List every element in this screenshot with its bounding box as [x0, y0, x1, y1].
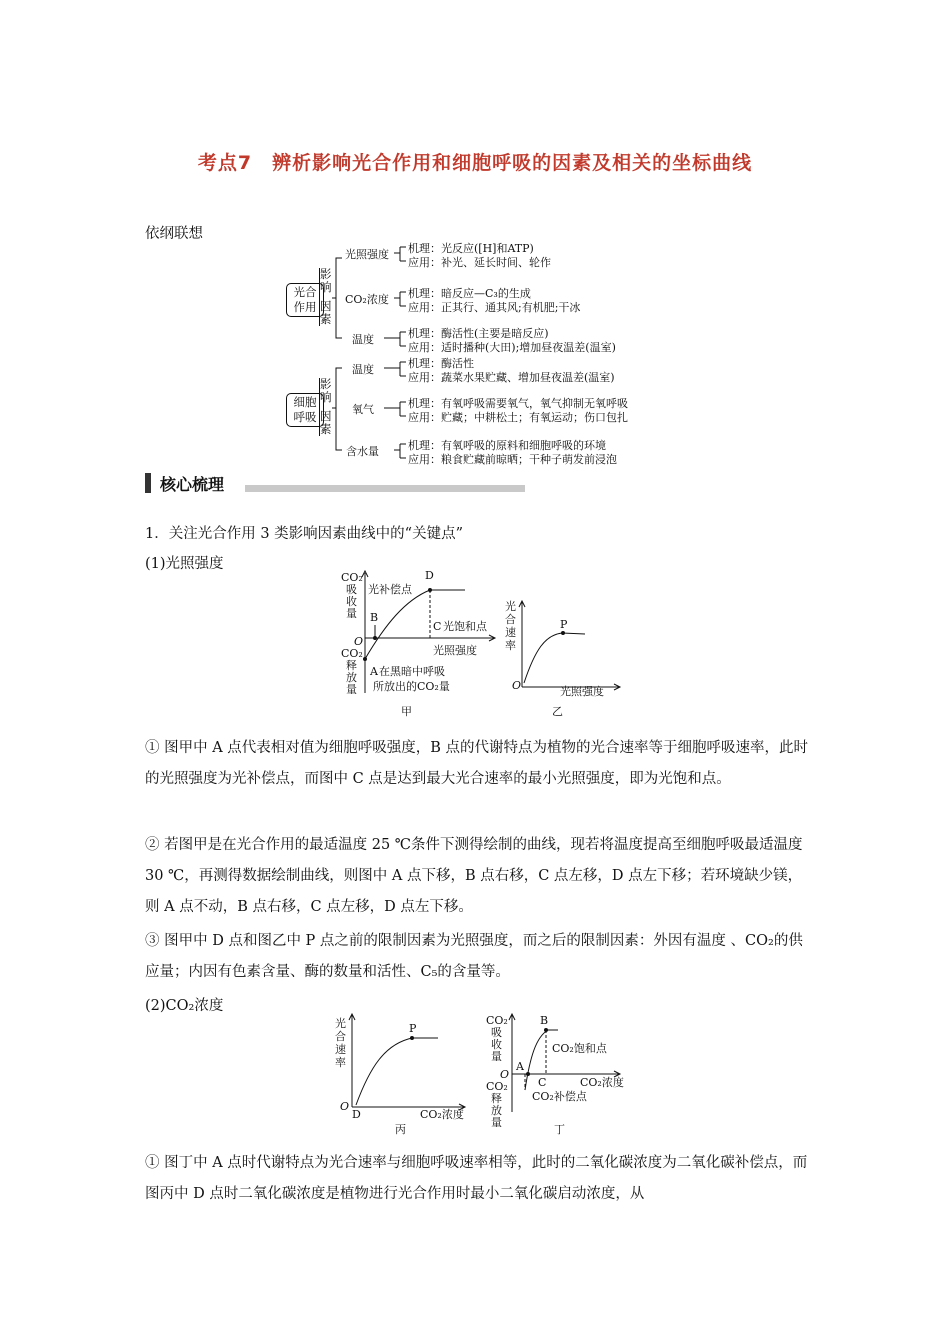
point-c-label: C — [433, 620, 442, 633]
point-d-label: D — [352, 1108, 361, 1121]
point-d-label: D — [425, 569, 434, 582]
factor-name: CO₂浓度 — [345, 293, 389, 306]
y-bottom-label: CO₂ — [341, 647, 363, 660]
y-label: 合 — [335, 1030, 346, 1043]
y-label: 速 — [505, 626, 516, 639]
influence-char: 响 — [320, 280, 332, 294]
paragraph-3: ③ 图甲中 D 点和图乙中 P 点之前的限制因素为光照强度，而之后的限制因素：外因有温度 、CO₂的供应量；内因有色素含量、酶的数量和活性、C₅的含量等。 — [145, 933, 803, 980]
y-label: 合 — [505, 613, 516, 626]
y-label: 率 — [335, 1056, 346, 1069]
caption-ding: 丁 — [554, 1123, 565, 1136]
point-a — [363, 657, 367, 661]
x-label: CO₂浓度 — [580, 1076, 624, 1089]
factor-name: 光照强度 — [345, 248, 389, 261]
annot-saturation: CO₂饱和点 — [552, 1042, 607, 1055]
influence-char: 影 — [320, 377, 332, 391]
influence-char: 素 — [320, 312, 332, 326]
point-p — [410, 1036, 414, 1040]
y-label: 光 — [335, 1017, 346, 1030]
section-marker — [145, 473, 151, 493]
x-label: 光照强度 — [433, 644, 477, 657]
graph-yi — [500, 595, 625, 720]
influence-char: 因 — [320, 409, 332, 423]
point-p-label: P — [560, 618, 568, 631]
root-line: 光合 — [293, 285, 317, 299]
paragraph-1: ① 图甲中 A 点代表相对值为细胞呼吸强度，B 点的代谢特点为植物的光合速率等于细胞呼吸速率，此时的光照强度为光补偿点，而图中 C 点是达到最大光合速率的最小光照强度，即为光饱和点。 — [145, 740, 809, 787]
graph-ding — [480, 1012, 630, 1137]
origin-label: O — [512, 679, 522, 692]
factor-name: 温度 — [352, 333, 374, 346]
factor-name: 氧气 — [352, 403, 374, 416]
factor-mechanism: 机理：酶活性 — [408, 357, 474, 370]
root-line: 细胞 — [293, 395, 317, 409]
point-b-label: B — [370, 611, 379, 624]
factor-application: 应用：补光、延长时间、轮作 — [408, 256, 551, 269]
annot-compensation: CO₂补偿点 — [532, 1090, 587, 1103]
y-bottom-label: 放 — [491, 1104, 502, 1117]
factor-mechanism: 机理：酶活性(主要是暗反应) — [408, 327, 549, 340]
y-label: 率 — [505, 639, 516, 652]
y-bottom-label: 释 — [491, 1092, 502, 1105]
y-top-label: CO₂ — [486, 1014, 508, 1027]
y-top-label: 量 — [346, 607, 357, 620]
point-c-label: C — [538, 1076, 547, 1089]
influence-char: 影 — [320, 267, 332, 281]
y-bottom-label: 放 — [346, 671, 357, 684]
root-line: 作用 — [293, 300, 317, 314]
y-top-label: 收 — [491, 1038, 502, 1051]
concept-map — [280, 240, 680, 470]
annot-a2: 所放出的CO₂量 — [373, 680, 450, 693]
factor-name: 含水量 — [346, 445, 379, 458]
origin-label: O — [500, 1068, 510, 1081]
y-bottom-label: CO₂ — [486, 1080, 508, 1093]
factor-mechanism: 机理：有氧呼吸的原料和细胞呼吸的环境 — [408, 439, 606, 452]
factor-application: 应用：适时播种(大田);增加昼夜温差(温室) — [408, 341, 616, 354]
bing-curve — [356, 1038, 438, 1105]
factor-application: 应用：蔬菜水果贮藏、增加昼夜温差(温室) — [408, 371, 615, 384]
annot-c: 光饱和点 — [443, 620, 487, 633]
y-bottom-label: 量 — [491, 1116, 502, 1129]
y-bottom-label: 量 — [346, 683, 357, 696]
annot-b: 光补偿点 — [368, 583, 412, 596]
y-label: 速 — [335, 1043, 346, 1056]
yi-curve — [524, 633, 585, 683]
point-p-label: P — [409, 1022, 417, 1035]
y-label: 光 — [505, 600, 516, 613]
y-top-label: 吸 — [491, 1026, 502, 1039]
point-d — [428, 588, 432, 592]
y-top-label: 吸 — [346, 583, 357, 596]
graph-jia — [335, 565, 505, 720]
caption-yi: 乙 — [552, 705, 563, 718]
point-p — [561, 631, 565, 635]
factor-application: 应用：正其行、通其风;有机肥;干冰 — [408, 301, 581, 314]
y-top-label: 收 — [346, 595, 357, 608]
origin-label: O — [340, 1100, 350, 1113]
annot-a1: 在黑暗中呼吸 — [379, 665, 445, 678]
y-top-label: 量 — [491, 1050, 502, 1063]
influence-char: 素 — [320, 422, 332, 436]
x-label: CO₂浓度 — [420, 1108, 464, 1121]
point-b — [373, 636, 377, 640]
subheading: (2)CO₂浓度 — [145, 998, 224, 1014]
factor-mechanism: 机理：有氧呼吸需要氧气，氧气抑制无氧呼吸 — [408, 397, 628, 410]
section-heading: 核心梳理 — [160, 475, 225, 494]
paragraph-4: ① 图丁中 A 点时代谢特点为光合速率与细胞呼吸速率相等，此时的二氧化碳浓度为二氧化碳补偿点，而图丙中 D 点时二氧化碳浓度是植物进行光合作用时最小二氧化碳启动浓度，从 — [145, 1155, 808, 1202]
outline-heading: 依纲联想 — [145, 226, 203, 242]
paragraph-2: ② 若图甲是在光合作用的最适温度 25 ℃条件下测得绘制的曲线，现若将温度提高至细胞呼吸最适温度 30 ℃，再测得数据绘制曲线，则图中 A 点下移，B 点右移，C 点左移，D 点左下移；若环境缺少镁，则 A 点不动，B 点右移，C 点左移，D 点左下移。 — [145, 837, 803, 915]
point-a-label: A — [370, 665, 378, 678]
point-b-label: B — [540, 1014, 549, 1027]
caption-bing: 丙 — [395, 1123, 406, 1136]
factor-name: 温度 — [352, 363, 374, 376]
section-rule — [245, 485, 525, 492]
graph-bing — [330, 1012, 470, 1137]
y-top-label: CO₂ — [341, 571, 363, 584]
influence-char: 因 — [320, 299, 332, 313]
factor-application: 应用：贮藏；中耕松土；有氧运动；伤口包扎 — [408, 411, 628, 424]
subheading: (1)光照强度 — [145, 556, 224, 572]
origin-label: O — [354, 635, 364, 648]
point-a-label: A — [516, 1060, 524, 1073]
item-heading: 1．关注光合作用 3 类影响因素曲线中的“关键点” — [145, 526, 463, 542]
root-line: 呼吸 — [293, 410, 317, 424]
caption-jia: 甲 — [401, 705, 412, 718]
page-title: 考点7 辨析影响光合作用和细胞呼吸的因素及相关的坐标曲线 — [197, 152, 753, 174]
factor-mechanism: 机理：暗反应—C₃的生成 — [408, 287, 531, 300]
influence-char: 响 — [320, 390, 332, 404]
x-label: 光照强度 — [560, 685, 604, 698]
point-b — [544, 1028, 548, 1032]
y-bottom-label: 释 — [346, 659, 357, 672]
concept-map-lines — [280, 240, 680, 470]
factor-mechanism: 机理：光反应([H]和ATP) — [408, 242, 534, 255]
point-c — [526, 1072, 530, 1076]
factor-application: 应用：粮食贮藏前晾晒；干种子萌发前浸泡 — [408, 453, 617, 466]
